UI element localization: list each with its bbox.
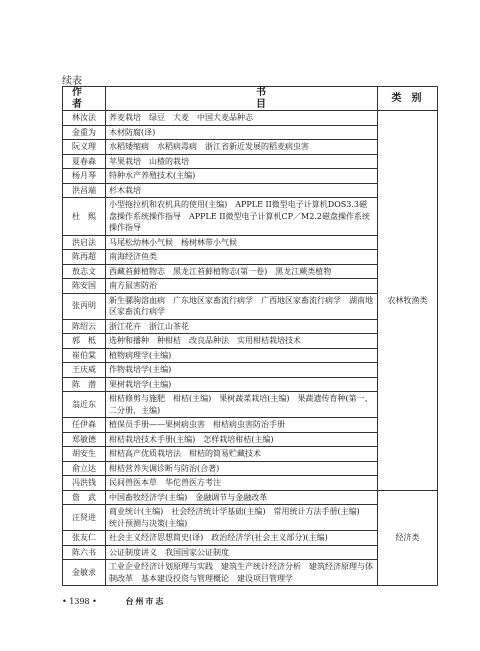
author-cell: 陈 潜 (63, 377, 106, 392)
books-cell: 小型拖拉机和农机具的使用(主编) APPLE II微型电子计算机DOS3.3磁盘操作系统操作指导 APPLE II微型电子计算机CP／M2.2磁盘操作系统操作指导 (106, 198, 378, 236)
author-cell: 陈六书 (63, 545, 106, 560)
books-cell: 商业统计(主编) 社会经济统计学基础(主编) 常用统计方法手册(主编) 统计预测与决策(主编) (106, 505, 378, 531)
books-cell: 工业企业经济计划原理与实践 建筑生产统计经济分析 建筑经济原理与体制改革 基本建设投资与管理概论 建设项目管理学 (106, 560, 378, 586)
books-cell: 杉木栽培 (106, 183, 378, 198)
books-cell: 苹果栽培 山楂的栽培 (106, 154, 378, 169)
books-cell: 马尾松幼林小气候 杨树林带小气候 (106, 235, 378, 250)
header-category: 类别 (378, 87, 438, 111)
books-cell: 选种和播种 种柑桔 改良品种法 实用柑桔栽培技术 (106, 334, 378, 349)
books-cell: 植物病理学(主编) (106, 348, 378, 363)
author-cell: 阮义理 (63, 140, 106, 155)
books-cell: 木材防腐(译) (106, 125, 378, 140)
author-cell: 詹 武 (63, 490, 106, 505)
books-cell: 南方鼠害防治 (106, 279, 378, 294)
author-cell: 杜 熙 (63, 198, 106, 236)
author-cell: 郑敏德 (63, 432, 106, 447)
books-cell: 植保员手册——果树病虫害 柑桔病虫害防治手册 (106, 418, 378, 433)
page-footer (62, 596, 165, 607)
books-cell: 果树栽培学(主编) (106, 377, 378, 392)
books-cell: 作物栽培学(主编) (106, 363, 378, 378)
books-cell: 民间兽医本草 华佗兽医方考注 (106, 476, 378, 491)
books-cell: 柑桔营养失调诊断与防治(合著) (106, 461, 378, 476)
books-cell: 特种水产养殖技术(主编) (106, 169, 378, 184)
author-cell: 金重为 (63, 125, 106, 140)
continued-label: 续表 (62, 76, 82, 87)
author-cell: 翁近东 (63, 392, 106, 418)
author-cell: 郭 柢 (63, 334, 106, 349)
table-row (63, 490, 438, 505)
author-cell: 汪贤进 (63, 505, 106, 531)
author-cell: 崔伯棠 (63, 348, 106, 363)
books-cell: 柑桔修剪与施肥 柑桔(主编) 果树蔬菜栽培(主编) 果蔬遗传育种(第一、二分册，主编) (106, 392, 378, 418)
books-cell: 柑桔栽培技术手册(主编) 怎样栽培柑桔(主编) (106, 432, 378, 447)
bibliography-table (62, 86, 438, 586)
book-title: 台州市志 (125, 596, 166, 606)
category-cell: 农林牧渔类 (378, 111, 438, 491)
table-row (63, 111, 438, 126)
author-cell: 任伊森 (63, 418, 106, 433)
author-cell: 洪昌端 (63, 183, 106, 198)
author-cell: 洪启法 (63, 235, 106, 250)
author-cell: 胡安生 (63, 447, 106, 462)
books-cell: 社会主义经济思想简史(译) 政治经济学(社会主义部分)(主编) (106, 531, 378, 546)
books-cell: 浙江花卉 浙江山茶花 (106, 319, 378, 334)
books-cell: 新生骡驹溶血病 广东地区家畜流行病学 广西地区家畜流行病学 湖南地区家畜流行病学 (106, 293, 378, 319)
author-cell: 王庆威 (63, 363, 106, 378)
table-header-row (63, 87, 438, 111)
author-cell: 夏春森 (63, 154, 106, 169)
author-cell: 陈再超 (63, 250, 106, 265)
books-cell: 水稻矮缩病 水稻病毒病 浙江省新近发展的稻麦病虫害 (106, 140, 378, 155)
books-cell: 西藏苔藓植物志 黑龙江苔藓植物志(第一卷) 黑龙江蕨类植物 (106, 264, 378, 279)
author-cell: 陈绍云 (63, 319, 106, 334)
page-number: • 1398 • (62, 597, 97, 606)
header-books: 书目 (106, 87, 378, 111)
author-cell: 敖志文 (63, 264, 106, 279)
author-cell: 张丙明 (63, 293, 106, 319)
books-cell: 中国畜牧经济学(主编) 金融调节与金融改革 (106, 490, 378, 505)
books-cell: 公证制度讲义 我国国家公证制度 (106, 545, 378, 560)
author-cell: 张友仁 (63, 531, 106, 546)
books-cell: 南海经济鱼类 (106, 250, 378, 265)
author-cell: 陈安国 (63, 279, 106, 294)
author-cell: 杨月琴 (63, 169, 106, 184)
header-author: 作者 (63, 87, 106, 111)
author-cell: 冯洪钱 (63, 476, 106, 491)
author-cell: 林汝法 (63, 111, 106, 126)
author-cell: 金敏求 (63, 560, 106, 586)
category-cell: 经济类 (378, 490, 438, 586)
books-cell: 柑桔高产优质栽培法 柑桔的简易贮藏技术 (106, 447, 378, 462)
books-cell: 荞麦栽培 绿豆 大麦 中国大麦品种志 (106, 111, 378, 126)
author-cell: 俞立达 (63, 461, 106, 476)
